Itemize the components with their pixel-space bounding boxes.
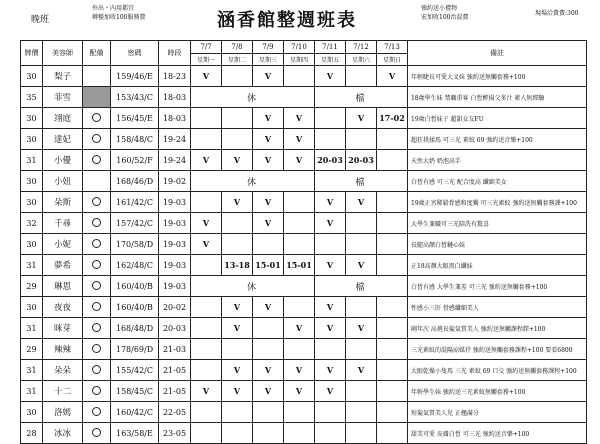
- header-note-2: 轉檯加收100服務費: [92, 14, 146, 21]
- name-cell: 夢希: [43, 255, 83, 276]
- day-cell: V: [253, 150, 284, 171]
- size-cell: 156/45/E: [111, 108, 159, 129]
- day-cell: V: [222, 150, 253, 171]
- day-cell: [253, 234, 284, 255]
- table-row: [21, 276, 587, 297]
- table-row: [21, 255, 587, 276]
- circle-icon: [92, 323, 101, 332]
- schedule-header: [0, 0, 600, 40]
- day-cell: V: [284, 108, 315, 129]
- size-cell: 160/40/B: [111, 297, 159, 318]
- day-cell: [377, 234, 408, 255]
- day-cell: [222, 234, 253, 255]
- header-note-1: 外出・內用都宜: [92, 5, 135, 12]
- day-cell: [377, 129, 408, 150]
- shift-label: 晚班: [31, 15, 50, 25]
- table-row: [21, 381, 587, 402]
- note-cell: 年輕學生妹 強約送三光素蚊無觸套務+100: [408, 381, 587, 402]
- note-cell: 甜美可愛 皮膚白皙 可三光 強約送音樂+100: [408, 423, 587, 444]
- day-cell: V: [284, 150, 315, 171]
- day-cell: [253, 423, 284, 444]
- name-cell: 小妮: [43, 234, 83, 255]
- name-cell: 小優: [43, 150, 83, 171]
- day-cell: [284, 339, 315, 360]
- time-cell: 18-23: [159, 66, 191, 87]
- time-cell: 18-03: [159, 87, 191, 108]
- day-cell: V: [346, 108, 377, 129]
- day-cell: [191, 108, 222, 129]
- day-cell: V: [346, 192, 377, 213]
- header-right-note-1: 強約送小禮物: [421, 5, 458, 12]
- day-cell: [191, 360, 222, 381]
- note-cell: 19歲白皙妹子 超甜女友FU: [408, 108, 587, 129]
- time-cell: 19-03: [159, 234, 191, 255]
- rank-cell: 31: [21, 360, 43, 381]
- table-row: [21, 234, 587, 255]
- day-cell: [284, 402, 315, 423]
- note-cell: 大眼乾燥小隻馬 三光 素蚊 69 口交 強約送無觸套務課程+100: [408, 360, 587, 381]
- day-cell: [191, 423, 222, 444]
- name-cell: 洛嫣: [43, 402, 83, 423]
- size-cell: 161/42/C: [111, 192, 159, 213]
- size-cell: 163/58/E: [111, 423, 159, 444]
- day-cell: [191, 255, 222, 276]
- rank-cell: 30: [21, 402, 43, 423]
- circle-icon: [92, 197, 101, 206]
- time-cell: 19-03: [159, 192, 191, 213]
- day-cell: [346, 381, 377, 402]
- rank-cell: 31: [21, 150, 43, 171]
- day-cell: V: [191, 381, 222, 402]
- table-row: [21, 108, 587, 129]
- day-cell: V: [315, 360, 346, 381]
- table-row: [21, 402, 587, 423]
- day-cell: V: [284, 381, 315, 402]
- circle-icon: [92, 428, 101, 437]
- col-header-badge: 配備: [83, 41, 111, 66]
- note-cell: 年輕睫長可愛大叉妹 強約送無觸套務+100: [408, 66, 587, 87]
- circle-icon: [92, 302, 101, 311]
- day-cell: [346, 66, 377, 87]
- badge-cell: [83, 402, 111, 423]
- note-cell: 白皙有感 大學生兼差 可三光 強約送無觸套務+100: [408, 276, 587, 297]
- schedule-rows: [21, 66, 587, 444]
- day-cell: [284, 234, 315, 255]
- circle-icon: [92, 365, 101, 374]
- day-cell: V: [253, 360, 284, 381]
- day-cell: [315, 108, 346, 129]
- name-cell: 朵朵: [43, 360, 83, 381]
- day-cell: V: [191, 150, 222, 171]
- badge-cell: [83, 297, 111, 318]
- size-cell: 158/45/C: [111, 381, 159, 402]
- day-cell: [377, 339, 408, 360]
- rank-cell: 31: [21, 318, 43, 339]
- day-cell: [377, 255, 408, 276]
- size-cell: 160/52/F: [111, 150, 159, 171]
- day-cell: [377, 213, 408, 234]
- col-header-weekday: 星期三: [253, 54, 284, 66]
- day-cell: V: [253, 192, 284, 213]
- note-cell: 超狂拱揉馬 可三光 素蚊 69 強約送音樂+100: [408, 129, 587, 150]
- badge-cell: [83, 423, 111, 444]
- badge-cell: [83, 129, 111, 150]
- day-cell: 15-01: [284, 255, 315, 276]
- day-cell: [284, 192, 315, 213]
- name-cell: 十二: [43, 381, 83, 402]
- day-cell: V: [346, 318, 377, 339]
- col-header-date: 7/10: [284, 41, 315, 54]
- day-cell: [377, 381, 408, 402]
- circle-icon: [92, 155, 101, 164]
- circle-icon: [92, 281, 101, 290]
- note-cell: 長腿高顏白皙鏈心妹: [408, 234, 587, 255]
- day-cell: V: [346, 360, 377, 381]
- day-cell: [191, 318, 222, 339]
- day-cell: V: [377, 66, 408, 87]
- table-row: [21, 318, 587, 339]
- day-cell: [346, 129, 377, 150]
- rank-cell: 29: [21, 339, 43, 360]
- day-cell: V: [222, 360, 253, 381]
- size-cell: 159/46/E: [111, 66, 159, 87]
- badge-cell: [83, 66, 111, 87]
- time-cell: 20-03: [159, 318, 191, 339]
- day-cell: V: [253, 297, 284, 318]
- day-cell: [315, 339, 346, 360]
- badge-cell: [83, 150, 111, 171]
- circle-icon: [92, 218, 101, 227]
- day-cell: V: [191, 213, 222, 234]
- day-cell: [191, 192, 222, 213]
- table-row: [21, 192, 587, 213]
- circle-icon: [92, 386, 101, 395]
- table-row: [21, 129, 587, 150]
- day-cell: V: [315, 66, 346, 87]
- day-cell: [222, 129, 253, 150]
- day-cell: V: [253, 213, 284, 234]
- badge-cell: [83, 108, 111, 129]
- size-cell: 158/48/C: [111, 129, 159, 150]
- day-cell: V: [284, 129, 315, 150]
- size-cell: 155/42/C: [111, 360, 159, 381]
- day-cell: V: [222, 381, 253, 402]
- time-cell: 20-02: [159, 297, 191, 318]
- page-title: 涵香館整週班表: [217, 10, 357, 31]
- time-cell: 19-03: [159, 255, 191, 276]
- badge-cell: [83, 318, 111, 339]
- room-fee: 現場洽費費:300: [535, 10, 579, 17]
- day-cell: [284, 297, 315, 318]
- col-header-weekday: 星期一: [191, 54, 222, 66]
- day-cell: [191, 402, 222, 423]
- day-cell: [284, 213, 315, 234]
- header-notes: [92, 4, 145, 22]
- rest-label-cell: 檔: [315, 87, 408, 108]
- note-cell: 天然大奶 奶泡高手: [408, 150, 587, 171]
- name-cell: 翊庭: [43, 108, 83, 129]
- note-cell: 三光素蚊的混陽涼媒抒 強約送無觸套務課程+100 要看6800: [408, 339, 587, 360]
- name-cell: 梨子: [43, 66, 83, 87]
- circle-icon: [92, 134, 101, 143]
- rank-cell: 31: [21, 255, 43, 276]
- table-row: [21, 213, 587, 234]
- day-cell: [377, 360, 408, 381]
- day-cell: [377, 318, 408, 339]
- note-cell: 18歲學生妹 禁職重客 白皙醉揚父多汁 素人無經驗: [408, 87, 587, 108]
- rest-label-cell: 檔: [315, 276, 408, 297]
- time-cell: 19-24: [159, 150, 191, 171]
- col-header-date: 7/13: [377, 41, 408, 54]
- time-cell: 19-03: [159, 213, 191, 234]
- rank-cell: 30: [21, 234, 43, 255]
- table-row: [21, 171, 587, 192]
- day-cell: V: [191, 66, 222, 87]
- col-header-notes: 備註: [408, 41, 587, 66]
- day-cell: [377, 297, 408, 318]
- time-cell: 23-05: [159, 423, 191, 444]
- table-row: [21, 150, 587, 171]
- day-cell: [315, 423, 346, 444]
- name-cell: 辣辣: [43, 339, 83, 360]
- day-cell: [284, 66, 315, 87]
- day-cell: 20-03: [346, 150, 377, 171]
- col-header-weekday: 星期四: [284, 54, 315, 66]
- note-cell: 19歲正宮稀鬆骨感和度獨 可三光素蚊 強約送無觸套務課+100: [408, 192, 587, 213]
- badge-cell: [83, 255, 111, 276]
- rank-cell: 30: [21, 108, 43, 129]
- day-cell: V: [284, 318, 315, 339]
- day-cell: 20-03: [315, 150, 346, 171]
- size-cell: 168/46/D: [111, 171, 159, 192]
- size-cell: 153/43/C: [111, 87, 159, 108]
- day-cell: 15-01: [253, 255, 284, 276]
- table-row: [21, 339, 587, 360]
- circle-icon: [92, 344, 101, 353]
- note-cell: 短髮氣質美人兒 正翹滿分: [408, 402, 587, 423]
- day-cell: V: [315, 192, 346, 213]
- note-cell: 大學生兼職可三光陪洗有驚喜: [408, 213, 587, 234]
- size-cell: 168/48/D: [111, 318, 159, 339]
- col-header-weekday: 星期六: [346, 54, 377, 66]
- rank-cell: 30: [21, 66, 43, 87]
- table-row: [21, 66, 587, 87]
- name-cell: 朵斯: [43, 192, 83, 213]
- name-cell: 夜夜: [43, 297, 83, 318]
- day-cell: [191, 297, 222, 318]
- col-header-date: 7/11: [315, 41, 346, 54]
- rest-label-cell: 休: [191, 87, 315, 108]
- table-row: [21, 423, 587, 444]
- rank-cell: 31: [21, 381, 43, 402]
- rank-cell: 30: [21, 297, 43, 318]
- day-cell: V: [284, 360, 315, 381]
- rank-cell: 30: [21, 192, 43, 213]
- size-cell: 162/48/C: [111, 255, 159, 276]
- day-cell: [377, 150, 408, 171]
- badge-cell: [83, 339, 111, 360]
- badge-cell: [83, 171, 111, 192]
- header-right-notes: [421, 4, 468, 22]
- note-cell: 性感小三肝 骨感纖細美人: [408, 297, 587, 318]
- day-cell: [346, 234, 377, 255]
- col-header-weekday: 星期日: [377, 54, 408, 66]
- size-cell: 170/58/D: [111, 234, 159, 255]
- day-cell: V: [315, 255, 346, 276]
- day-cell: [346, 423, 377, 444]
- day-cell: V: [222, 318, 253, 339]
- day-cell: [346, 297, 377, 318]
- note-cell: 白皙有感 可三光 配合度高 纖細美女: [408, 171, 587, 192]
- day-cell: V: [253, 381, 284, 402]
- rank-cell: 30: [21, 171, 43, 192]
- day-cell: V: [315, 297, 346, 318]
- rank-cell: 30: [21, 129, 43, 150]
- name-cell: 冰冰: [43, 423, 83, 444]
- col-header-rank: 牌價: [21, 41, 43, 66]
- size-cell: 157/42/C: [111, 213, 159, 234]
- time-cell: 19-24: [159, 129, 191, 150]
- table-row: [21, 87, 587, 108]
- col-header-time: 時段: [159, 41, 191, 66]
- day-cell: [191, 129, 222, 150]
- rank-cell: 28: [21, 423, 43, 444]
- day-cell: [253, 339, 284, 360]
- circle-icon: [92, 113, 101, 122]
- day-cell: [284, 423, 315, 444]
- time-cell: 21-05: [159, 381, 191, 402]
- col-header-date: 7/9: [253, 41, 284, 54]
- day-cell: 17-02: [377, 108, 408, 129]
- badge-cell: [83, 276, 111, 297]
- badge-cell: [83, 381, 111, 402]
- day-cell: [346, 213, 377, 234]
- day-cell: V: [346, 255, 377, 276]
- day-cell: [253, 318, 284, 339]
- day-cell: V: [253, 129, 284, 150]
- circle-icon: [92, 239, 101, 248]
- day-cell: [222, 108, 253, 129]
- size-cell: 160/40/B: [111, 276, 159, 297]
- table-row: [21, 297, 587, 318]
- day-cell: [346, 339, 377, 360]
- day-cell: [377, 402, 408, 423]
- day-cell: V: [315, 381, 346, 402]
- rank-cell: 32: [21, 213, 43, 234]
- day-cell: 13-18: [222, 255, 253, 276]
- badge-cell: [83, 234, 111, 255]
- day-cell: [222, 402, 253, 423]
- col-header-size: 密碼: [111, 41, 159, 66]
- day-cell: [222, 66, 253, 87]
- col-header-date: 7/8: [222, 41, 253, 54]
- day-cell: V: [253, 108, 284, 129]
- day-cell: V: [253, 66, 284, 87]
- day-cell: V: [222, 297, 253, 318]
- day-cell: [222, 213, 253, 234]
- badge-cell: [83, 360, 111, 381]
- day-cell: [346, 402, 377, 423]
- col-header-weekday: 星期二: [222, 54, 253, 66]
- badge-cell: [83, 87, 111, 108]
- day-cell: [315, 234, 346, 255]
- day-cell: V: [191, 234, 222, 255]
- note-cell: 剛年次 高挑長髮氣質美人 強約送無觸課程繹+100: [408, 318, 587, 339]
- col-header-name: 美容師: [43, 41, 83, 66]
- rank-cell: 29: [21, 276, 43, 297]
- day-cell: V: [315, 318, 346, 339]
- day-cell: [377, 192, 408, 213]
- time-cell: 22-05: [159, 402, 191, 423]
- day-cell: V: [315, 213, 346, 234]
- circle-icon: [92, 407, 101, 416]
- note-cell: 正18高顏大眼黑白纖妹: [408, 255, 587, 276]
- time-cell: 18-03: [159, 108, 191, 129]
- col-header-date: 7/12: [346, 41, 377, 54]
- size-cell: 160/42/C: [111, 402, 159, 423]
- name-cell: 琳恩: [43, 276, 83, 297]
- day-cell: [222, 423, 253, 444]
- badge-cell: [83, 213, 111, 234]
- rank-cell: 35: [21, 87, 43, 108]
- time-cell: 21-03: [159, 339, 191, 360]
- time-cell: 19-02: [159, 171, 191, 192]
- header-right-note-2: 宏加收100治混費: [421, 14, 469, 21]
- day-cell: [191, 339, 222, 360]
- schedule-table: [20, 40, 587, 444]
- day-cell: V: [222, 192, 253, 213]
- name-cell: 千尋: [43, 213, 83, 234]
- time-cell: 19-03: [159, 276, 191, 297]
- col-header-weekday: 星期五: [315, 54, 346, 66]
- day-cell: [315, 129, 346, 150]
- name-cell: 菲雪: [43, 87, 83, 108]
- circle-icon: [92, 260, 101, 269]
- rest-label-cell: 休: [191, 276, 315, 297]
- day-cell: [253, 402, 284, 423]
- name-cell: 咪芽: [43, 318, 83, 339]
- rest-label-cell: 檔: [315, 171, 408, 192]
- day-cell: [222, 339, 253, 360]
- day-cell: [377, 423, 408, 444]
- rest-label-cell: 休: [191, 171, 315, 192]
- name-cell: 小妞: [43, 171, 83, 192]
- day-cell: [315, 402, 346, 423]
- name-cell: 達妃: [43, 129, 83, 150]
- time-cell: 21-05: [159, 360, 191, 381]
- col-header-date: 7/7: [191, 41, 222, 54]
- size-cell: 178/69/D: [111, 339, 159, 360]
- badge-cell: [83, 192, 111, 213]
- table-row: [21, 360, 587, 381]
